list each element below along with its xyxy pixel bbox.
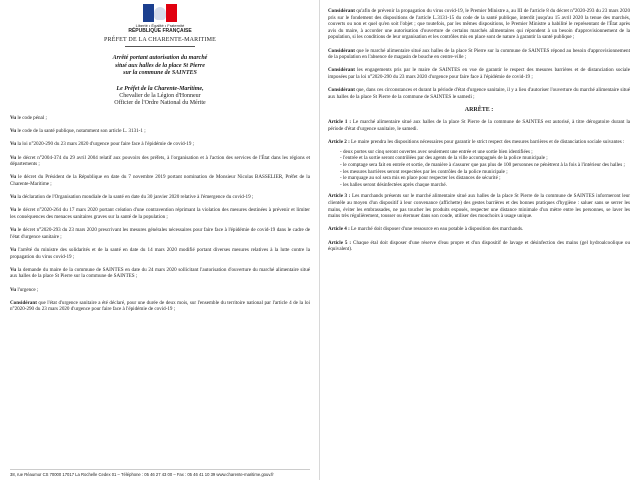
article-5: Article 5 : Chaque étal doit disposer d'une réserve d'eau propre et d'un dispositif de lavage et désinfection des mains (gel hydroalcoolique ou équivalent). bbox=[328, 239, 630, 253]
visa-paragraph: Vu l'urgence ; bbox=[10, 286, 39, 293]
bullet-item: - les mesures barrières seront respectées par les contrôles de la police municipale ; bbox=[340, 169, 630, 176]
bullet-item: - le comptage sera fait en entrée et sortie, de manière à s'assurer que pas plus de 100 personnes ne pénètrent à la fois à l'intérieur des halles ; bbox=[340, 162, 630, 169]
document-title: Arrêté portant autorisation du marché situé aux halles de la place St Pierre sur la commune de SAINTES bbox=[112, 55, 208, 76]
page-footer: 38, rue Réaumur CS 70000 17017 La Rochelle Cedex 01 – Téléphone : 05 46 27 43 00 – Fax : 05 46 41 10 39 www.charente-maritime.gouv.fr bbox=[10, 469, 310, 477]
prefet-title-1: Chevalier de la Légion d'Honneur bbox=[119, 92, 201, 99]
visa-paragraph: Vu la déclaration de l'Organisation mondiale de la santé en date du 30 janvier 2020 relative à l'émergence du covid-19 ; bbox=[10, 194, 254, 201]
visa-paragraph: Vu la demande du maire de la commune de SAINTES en date du 24 mars 2020 sollicitant l'autorisation d'ouverture du marché alimentaire situé aux halles de la place St Pierre sur la commune de SAINTES ; bbox=[10, 266, 310, 280]
bullet-item: - les halles seront désinfectées après chaque marché. bbox=[340, 182, 630, 189]
article-2-bullets bbox=[334, 149, 630, 189]
considerant-paragraph: Considérant les engagements pris par le maire de SAINTES en vue de garantir le respect des mesures barrières et de distanciation sociale imposées par la loi n°2020-290 du 23 mars 2020 d'urgence pour faire face à l'épidémie de covid-19 ; bbox=[328, 67, 630, 80]
visa-list bbox=[10, 115, 310, 313]
bullet-item: - deux portes sur cinq seront ouvertes avec seulement une entrée et une sortie bien identifiées ; bbox=[340, 149, 630, 156]
arrete-heading: ARRÊTE : bbox=[464, 106, 494, 113]
tricolor-flag-icon bbox=[143, 4, 177, 22]
page-right bbox=[320, 0, 640, 480]
considerant-list bbox=[328, 8, 630, 100]
marianne-logo bbox=[85, 4, 235, 34]
considerant-paragraph: Considérant que le marché alimentaire situé aux halles de la place St Pierre sur la commune de SAINTES répond au besoin d'approvisionnement de la population en l'absence de magasin de bouche en centre-ville ; bbox=[328, 47, 630, 61]
bullet-item: - le marquage au sol sera mis en place pour respecter les distances de sécurité ; bbox=[340, 175, 630, 182]
considerant-paragraph: Considérant qu'afin de prévenir la propagation du virus covid-19, le Premier Ministre a, au III de l'article 8 du décret n°2020-293 du 23 mars 2020 pris sur le fondement des dispositions de l'article L.3131-15 du code de la santé publique, interdit jusqu'au 15 avril 2020 la tenue des marchés, couverts ou non et quel qu'en soit l'objet ; que toutefois, par les mêmes dispositions, le Premier Ministre a habilité le représentant de l'État après avis du maire, à accorder une autorisation d'ouverture de certains marchés alimentaires qui répondent à un besoin d'approvisionnement de la population, si les conditions de leur organisation et les contrôles mis en place sont de nature à garantir la santé publique ; bbox=[328, 8, 630, 41]
visa-paragraph: Considérant que l'état d'urgence sanitaire a été déclaré, pour une durée de deux mois, sur l'ensemble du territoire national par l'article 4 de la loi n°2020-290 du 23 mars 2020 d'urgence pour faire face à l'épidémie de covid-19 ; bbox=[10, 299, 310, 313]
visa-paragraph: Vu le code de la santé publique, notamment son article L. 3131-1 ; bbox=[10, 128, 146, 135]
prefet-block bbox=[10, 86, 310, 108]
visa-paragraph: Vu le code pénal ; bbox=[10, 115, 47, 122]
visa-paragraph: Vu la loi n°2020-290 du 23 mars 2020 d'urgence pour faire face à l'épidémie de covid-19 ; bbox=[10, 141, 195, 148]
prefecture-name: PRÉFET DE LA CHARENTE-MARITIME bbox=[103, 37, 217, 43]
article-4: Article 4 : Le marché doit disposer d'une ressource en eau potable à disposition des marchands. bbox=[328, 226, 524, 233]
republic-motto: Liberté • Égalité • Fraternité bbox=[135, 23, 185, 28]
header-rule bbox=[125, 46, 195, 47]
visa-paragraph: Vu le décret n°2004-374 du 29 avril 2004 relatif aux pouvoirs des préfets, à l'organisation et à l'action des services de l'État dans les régions et départements ; bbox=[10, 154, 310, 168]
article-3: Article 3 : Les marchands présents sur le marché alimentaire situé aux halles de la place St Pierre de la commune de SAINTES informeront leur clientèle au moyen d'un dispositif à leur convenance (affichette) des gestes barrières et des bonnes pratiques d'hygiène : saluer sans se serrer les mains, éviter les embrassades, ne pas toucher les produits exposés, respecter une distance minimale d'un mètre entre les personnes, se laver les mains très régulièrement, tousser ou éternuer dans son coude, utiliser des mouchoirs à usage unique. bbox=[328, 193, 630, 220]
visa-paragraph: Vu le décret n°2020-293 du 23 mars 2020 prescrivant les mesures générales nécessaires pour faire face à l'épidémie de covid-19 dans le cadre de l'état d'urgence sanitaire ; bbox=[10, 227, 310, 240]
bullet-item: - l'entrée et la sortie seront contrôlées par des agents de la ville accompagnés de la police municipale ; bbox=[340, 155, 630, 162]
visa-paragraph: Vu l'arrêté du ministre des solidarités et de la santé en date du 14 mars 2020 modifié portant diverses mesures relatives à la lutte contre la propagation du virus covid-19 ; bbox=[10, 246, 310, 260]
article-2: Article 2 : Le maire prendra les dispositions nécessaires pour garantir le strict respect des mesures barrières et de distanciation sociale suivantes : bbox=[328, 138, 625, 145]
republic-name: RÉPUBLIQUE FRANÇAISE bbox=[128, 28, 192, 34]
article-1: Article 1 : Le marché alimentaire situé aux halles de la place St Pierre de la commune de SAINTES est autorisé, à titre dérogatoire durant la période d'état d'urgence sanitaire, le samedi. bbox=[328, 118, 630, 132]
considerant-paragraph: Considérant que, dans ces circonstances et durant la période d'état d'urgence sanitaire, il y a lieu d'autoriser l'ouverture du marché alimentaire situé aux halles de la place St Pierre de la commune de SAINTES le samedi ; bbox=[328, 87, 630, 100]
visa-paragraph: Vu le décret n°2020-264 du 17 mars 2020 portant création d'une contravention réprimant la violation des mesures destinées à prévenir et limiter les conséquences des menaces sanitaires graves sur la santé de la population ; bbox=[10, 207, 310, 221]
prefet-title-2: Officier de l'Ordre National du Mérite bbox=[114, 99, 206, 106]
visa-paragraph: Vu le décret du Président de la République en date du 7 novembre 2019 portant nomination de Monsieur Nicolas BASSELIER, Préfet de la Charente-Maritime ; bbox=[10, 174, 310, 188]
prefet-name: Le Préfet de la Charente-Maritime, bbox=[116, 85, 204, 92]
